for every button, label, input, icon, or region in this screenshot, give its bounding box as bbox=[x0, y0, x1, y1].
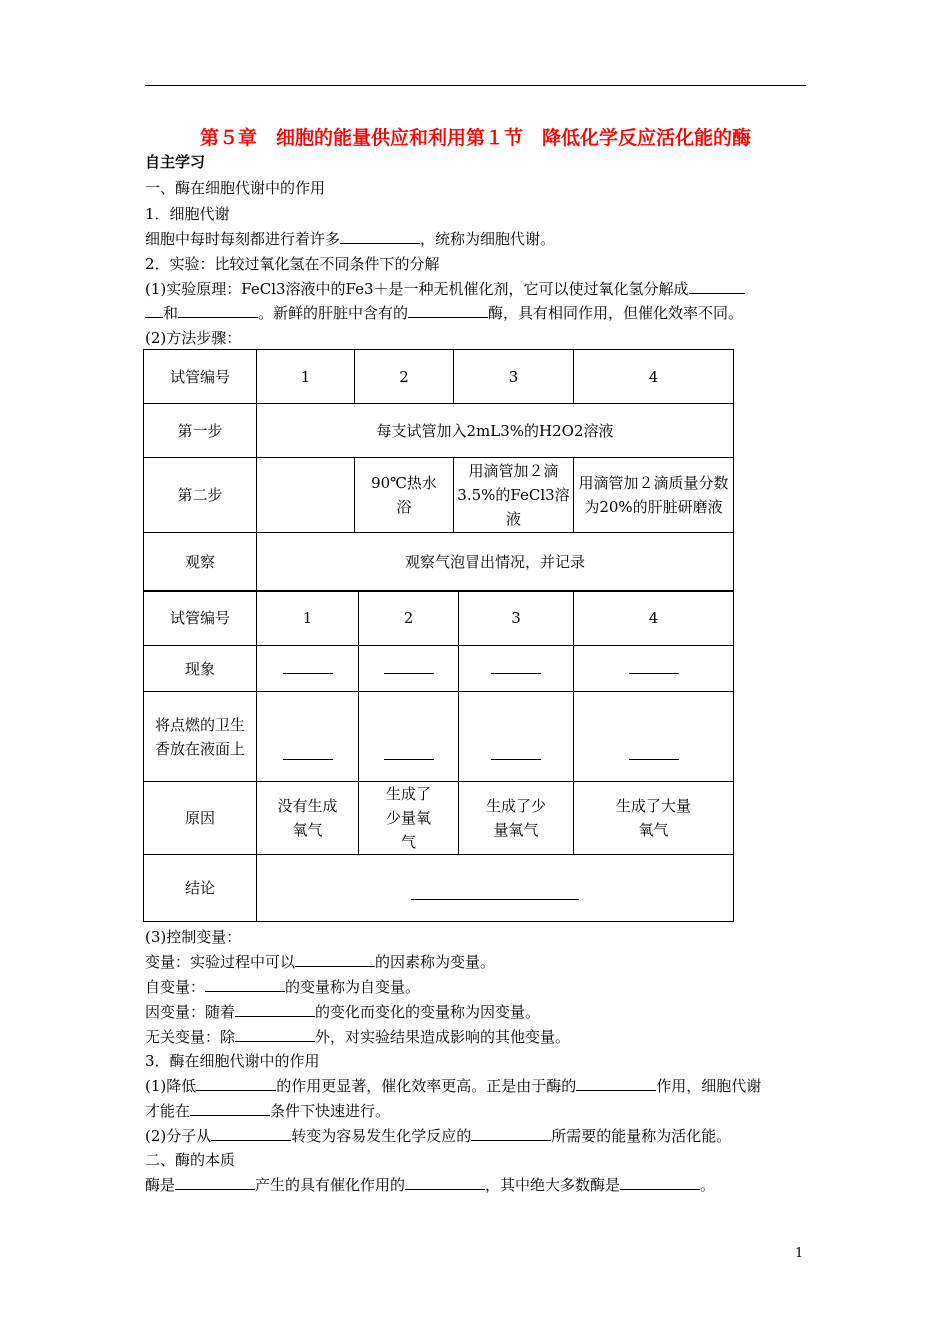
irrelevant-line bbox=[145, 1026, 570, 1047]
table-cell: 用滴管加２滴质量分数为20%的肝脏研磨液 bbox=[574, 458, 734, 533]
table-row bbox=[144, 533, 734, 592]
table-cell[interactable] bbox=[574, 692, 734, 782]
table-cell: 生成了大量氧气 bbox=[574, 782, 734, 855]
fill-blank[interactable] bbox=[205, 977, 285, 992]
results-table bbox=[143, 590, 734, 922]
item1-text bbox=[145, 228, 555, 249]
fill-blank[interactable] bbox=[408, 303, 488, 318]
p3-2b: 条件下快速进行。 bbox=[270, 1102, 391, 1120]
fill-blank[interactable] bbox=[491, 672, 541, 674]
table-row bbox=[144, 458, 734, 533]
table-cell: 1 bbox=[257, 591, 359, 646]
fill-blank[interactable] bbox=[178, 303, 258, 318]
table-cell: 3 bbox=[459, 591, 574, 646]
p3-3b: 转变为容易发生化学反应的 bbox=[291, 1127, 472, 1145]
table-row bbox=[144, 692, 734, 782]
fill-blank[interactable] bbox=[295, 952, 375, 967]
nature-b: 产生的具有催化作用的 bbox=[255, 1176, 406, 1194]
fill-blank[interactable] bbox=[196, 1076, 276, 1091]
principle-line2 bbox=[145, 302, 743, 323]
fill-blank[interactable] bbox=[384, 758, 434, 760]
fill-blank[interactable] bbox=[145, 303, 163, 318]
table-row bbox=[144, 855, 734, 922]
p3-3c: 所需要的能量称为活化能。 bbox=[551, 1127, 732, 1145]
table-cell[interactable] bbox=[359, 646, 459, 692]
table-cell: 90℃热水浴 bbox=[355, 458, 454, 533]
fill-blank[interactable] bbox=[629, 672, 679, 674]
p3-3a: (2)分子从 bbox=[145, 1127, 212, 1145]
table-cell: 每支试管加入2mL3%的H2O2溶液 bbox=[257, 404, 734, 458]
table-cell[interactable] bbox=[574, 646, 734, 692]
irr-a: 无关变量：除 bbox=[145, 1028, 236, 1046]
p3-2a: 才能在 bbox=[145, 1102, 191, 1120]
table-cell: 4 bbox=[574, 591, 734, 646]
section-heading: 自主学习 bbox=[145, 153, 206, 171]
table-cell[interactable] bbox=[359, 692, 459, 782]
part1-heading: 一、酶在细胞代谢中的作用 bbox=[145, 179, 326, 197]
p3-1c: 作用，细胞代谢 bbox=[656, 1077, 762, 1095]
item1-heading: 1．细胞代谢 bbox=[145, 205, 230, 223]
item1-text-a: 细胞中每时每刻都进行着许多 bbox=[145, 230, 341, 248]
table-row bbox=[144, 404, 734, 458]
table-cell: 试管编号 bbox=[144, 350, 257, 404]
dep-a: 因变量：随着 bbox=[145, 1003, 236, 1021]
item1-text-b: ，统称为细胞代谢。 bbox=[420, 230, 556, 248]
principle-a: (1)实验原理：FeCl3溶液中的Fe3＋是一种无机催化剂，它可以使过氧化氢分解成 bbox=[145, 280, 689, 298]
p3-1a: (1)降低 bbox=[145, 1077, 197, 1095]
fill-blank[interactable] bbox=[384, 672, 434, 674]
irr-b: 外，对实验结果造成影响的其他变量。 bbox=[315, 1028, 571, 1046]
page-title: 第５章 细胞的能量供应和利用第１节 降低化学反应活化能的酶 bbox=[199, 127, 751, 149]
table-cell[interactable] bbox=[459, 646, 574, 692]
fill-blank[interactable] bbox=[283, 672, 333, 674]
nature-d: 。 bbox=[700, 1176, 716, 1194]
table-cell: 将点燃的卫生香放在液面上 bbox=[144, 692, 257, 782]
fill-blank[interactable] bbox=[340, 229, 420, 244]
principle-b: 和 bbox=[163, 304, 179, 322]
item3-heading: 3．酶在细胞代谢中的作用 bbox=[145, 1052, 320, 1070]
page-number: 1 bbox=[795, 1246, 804, 1261]
independent-line bbox=[145, 976, 420, 997]
nature-c: ，其中绝大多数酶是 bbox=[485, 1176, 621, 1194]
table-cell bbox=[257, 458, 355, 533]
fill-blank[interactable] bbox=[491, 758, 541, 760]
table-cell: 现象 bbox=[144, 646, 257, 692]
fill-blank[interactable] bbox=[411, 885, 579, 900]
fill-blank[interactable] bbox=[405, 1175, 485, 1190]
steps-heading: (2)方法步骤： bbox=[145, 329, 242, 347]
table-cell: 3 bbox=[454, 350, 574, 404]
fill-blank[interactable] bbox=[175, 1175, 255, 1190]
table-cell: 生成了少量氧气 bbox=[459, 782, 574, 855]
table-cell: 试管编号 bbox=[144, 591, 257, 646]
principle-line1 bbox=[145, 278, 745, 299]
var-a: 变量：实验过程中可以 bbox=[145, 953, 296, 971]
p3-line1 bbox=[145, 1075, 761, 1096]
table-cell[interactable] bbox=[257, 855, 734, 922]
part2-heading: 二、酶的本质 bbox=[145, 1151, 236, 1169]
table-cell[interactable] bbox=[257, 692, 359, 782]
table-row bbox=[144, 782, 734, 855]
table-cell: 2 bbox=[359, 591, 459, 646]
fill-blank[interactable] bbox=[211, 1126, 291, 1141]
var-b: 的因素称为变量。 bbox=[375, 953, 496, 971]
dependent-line bbox=[145, 1001, 540, 1022]
fill-blank[interactable] bbox=[620, 1175, 700, 1190]
table-cell: 生成了少量氧气 bbox=[359, 782, 459, 855]
header-rule bbox=[145, 85, 806, 86]
item2-heading: 2．实验：比较过氧化氢在不同条件下的分解 bbox=[145, 255, 440, 273]
fill-blank[interactable] bbox=[190, 1101, 270, 1116]
steps-table bbox=[143, 349, 734, 592]
control-heading: (3)控制变量： bbox=[145, 928, 242, 946]
fill-blank[interactable] bbox=[629, 758, 679, 760]
table-cell: 没有生成氧气 bbox=[257, 782, 359, 855]
table-cell[interactable] bbox=[257, 646, 359, 692]
variable-line bbox=[145, 951, 495, 972]
table-cell[interactable] bbox=[459, 692, 574, 782]
fill-blank[interactable] bbox=[235, 1002, 315, 1017]
p3-line3 bbox=[145, 1125, 731, 1146]
table-cell: 第一步 bbox=[144, 404, 257, 458]
table-cell: 4 bbox=[574, 350, 734, 404]
fill-blank[interactable] bbox=[235, 1027, 315, 1042]
table-row bbox=[144, 591, 734, 646]
principle-c: 。新鲜的肝脏中含有的 bbox=[258, 304, 409, 322]
nature-a: 酶是 bbox=[145, 1176, 176, 1194]
indep-b: 的变量称为自变量。 bbox=[285, 978, 421, 996]
table-cell: 用滴管加２滴3.5%的FeCl3溶液 bbox=[454, 458, 574, 533]
indep-a: 自变量： bbox=[145, 978, 206, 996]
principle-d: 酶，具有相同作用，但催化效率不同。 bbox=[488, 304, 744, 322]
table-cell: 结论 bbox=[144, 855, 257, 922]
table-cell: 观察 bbox=[144, 533, 257, 592]
table-cell: 观察气泡冒出情况，并记录 bbox=[257, 533, 734, 592]
p3-1b: 的作用更显著，催化效率更高。正是由于酶的 bbox=[276, 1077, 577, 1095]
table-row bbox=[144, 350, 734, 404]
table-row bbox=[144, 646, 734, 692]
table-cell: 2 bbox=[355, 350, 454, 404]
nature-line bbox=[145, 1174, 715, 1195]
p3-line2 bbox=[145, 1100, 390, 1121]
table-cell: 原因 bbox=[144, 782, 257, 855]
fill-blank[interactable] bbox=[689, 279, 745, 294]
table-cell: 第二步 bbox=[144, 458, 257, 533]
fill-blank[interactable] bbox=[283, 758, 333, 760]
fill-blank[interactable] bbox=[576, 1076, 656, 1091]
dep-b: 的变化而变化的变量称为因变量。 bbox=[315, 1003, 541, 1021]
table-cell: 1 bbox=[257, 350, 355, 404]
fill-blank[interactable] bbox=[471, 1126, 551, 1141]
